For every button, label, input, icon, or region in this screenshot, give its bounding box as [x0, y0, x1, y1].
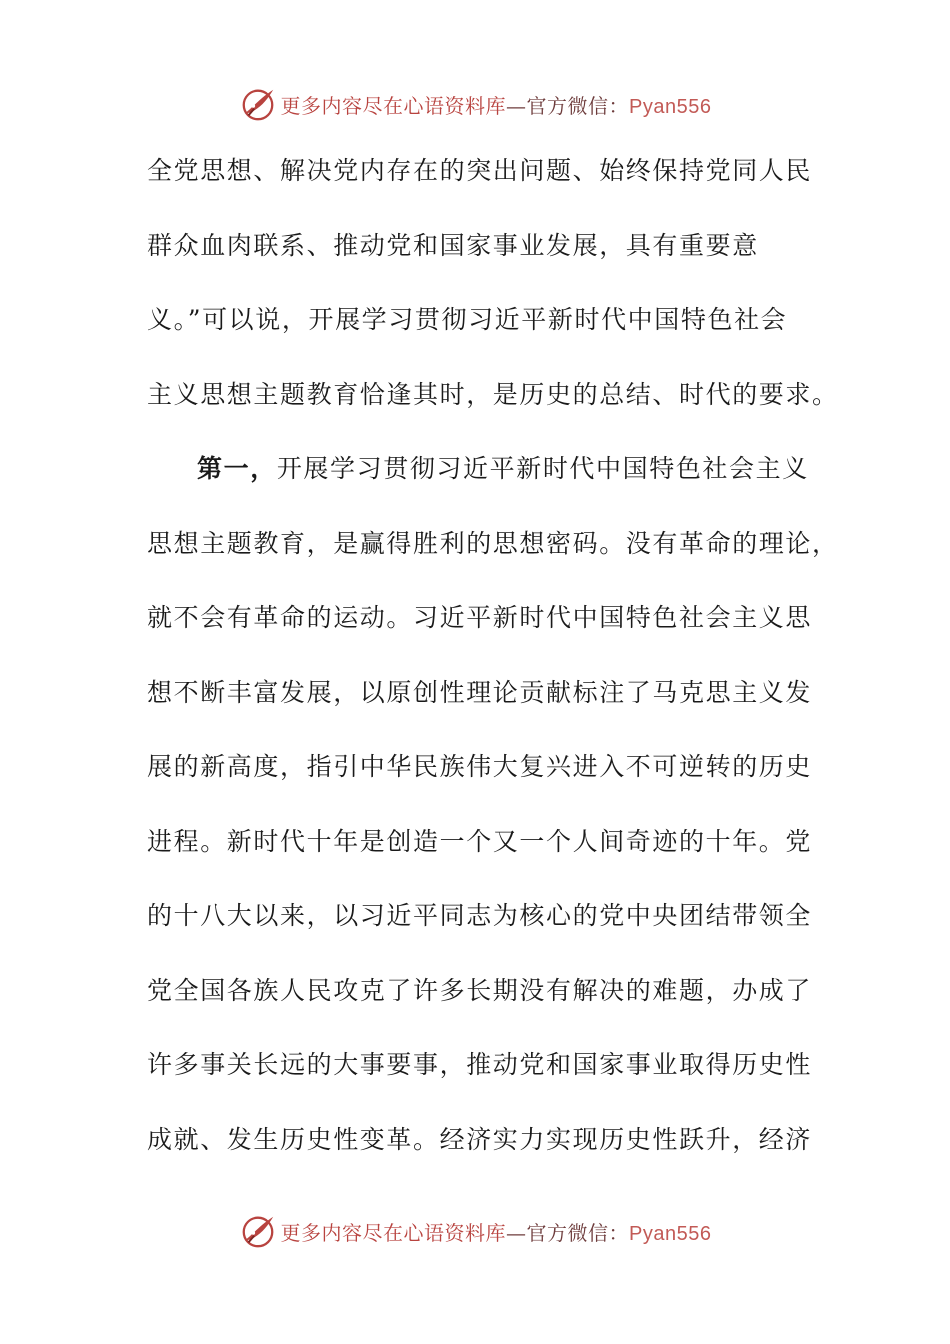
document-body — [147, 134, 839, 1177]
quill-pen-logo-icon — [239, 85, 277, 123]
text-line: 想不断丰富发展，以原创性理论贡献标注了马克思主义发 — [147, 677, 813, 707]
text-line: 展的新高度，指引中华民族伟大复兴进入不可逆转的历史 — [147, 752, 813, 781]
footer-wechat-label: 官方微信： — [526, 1220, 630, 1245]
footer-wechat-id: Pyan556 — [629, 1222, 712, 1245]
footer-banner — [0, 1211, 950, 1251]
text-line: 党全国各族人民攻克了许多长期没有解决的难题，办成了 — [147, 975, 813, 1005]
paragraph-lead: 第一， — [197, 454, 277, 483]
text-line: 义。”可以说，开展学习贯彻习近平新时代中国特色社会 — [147, 305, 788, 334]
text-line: 全党思想、解决党内存在的突出问题、始终保持党同人民 — [147, 156, 813, 185]
paragraph-first-line-text: 开展学习贯彻习近平新时代中国特色社会主义 — [276, 454, 809, 483]
header-wechat-id: Pyan556 — [629, 95, 712, 118]
text-line: 成就、发生历史性变革。经济实力实现历史性跃升，经济 — [147, 1124, 813, 1154]
text-line: 的十八大以来，以习近平同志为核心的党中央团结带领全 — [147, 901, 813, 930]
text-line: 思想主题教育，是赢得胜利的思想密码。没有革命的理论， — [147, 528, 839, 558]
footer-site-text: 更多内容尽在心语资料库 — [280, 1220, 507, 1245]
text-line: 就不会有革命的运动。习近平新时代中国特色社会主义思 — [147, 603, 813, 632]
text-line: 许多事关长远的大事要事，推动党和国家事业取得历史性 — [147, 1050, 813, 1079]
footer-dash: — — [506, 1220, 527, 1245]
header-wechat-label: 官方微信： — [526, 93, 630, 118]
quill-pen-logo-icon — [239, 1212, 277, 1250]
paragraph-first-line — [147, 432, 807, 507]
text-line: 群众血肉联系、推动党和国家事业发展，具有重要意 — [147, 230, 759, 260]
header-banner — [0, 84, 950, 124]
text-line: 主义思想主题教育恰逢其时，是历史的总结、时代的要求。 — [147, 379, 839, 409]
header-dash: — — [506, 93, 527, 118]
header-site-text: 更多内容尽在心语资料库 — [280, 93, 507, 118]
text-line: 进程。新时代十年是创造一个又一个人间奇迹的十年。党 — [147, 826, 813, 856]
